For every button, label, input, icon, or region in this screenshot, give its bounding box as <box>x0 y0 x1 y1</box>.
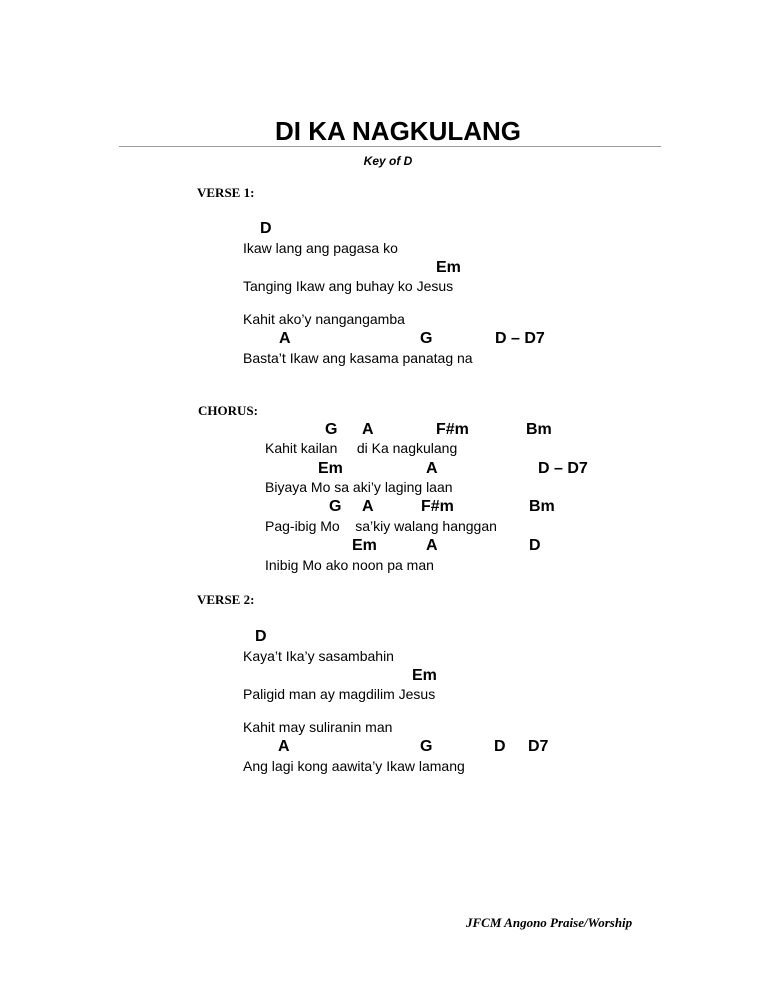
song-title: DI KA NAGKULANG <box>274 116 522 146</box>
chord: G <box>325 421 338 438</box>
chord: Em <box>436 259 461 276</box>
chord: G <box>329 498 342 515</box>
chord: Em <box>412 667 437 684</box>
chord: Em <box>352 537 377 554</box>
lyric-line: Paligid man ay magdilim Jesus <box>243 686 436 702</box>
lyric-line: Kaya’t Ika’y sasambahin <box>243 648 394 664</box>
lyric-line: Basta’t Ikaw ang kasama panatag na <box>243 350 473 366</box>
chord: A <box>426 537 438 554</box>
chord: D – D7 <box>538 460 588 477</box>
chord: F#m <box>421 498 454 515</box>
title-divider <box>119 146 661 147</box>
chord: D <box>494 738 506 755</box>
chord: A <box>362 421 374 438</box>
chord: F#m <box>436 421 469 438</box>
chord: D <box>255 628 267 645</box>
chord: A <box>279 330 291 347</box>
chord: A <box>278 738 290 755</box>
lyric-line: Pag-ibig Mo sa’kiy walang hanggan <box>265 518 497 534</box>
song-key: Key of D <box>363 154 413 168</box>
lyric-line: Kahit may suliranin man <box>243 719 393 735</box>
lyric-line: Kahit kailan di Ka nagkulang <box>265 440 458 456</box>
lyric-line: Kahit ako’y nangangamba <box>243 311 405 327</box>
chord: G <box>420 330 433 347</box>
chorus-label: CHORUS: <box>198 403 258 418</box>
chord: Em <box>318 460 343 477</box>
chord: D – D7 <box>495 330 545 347</box>
verse-2-label: VERSE 2: <box>197 592 255 607</box>
chord: G <box>420 738 433 755</box>
lyric-line: Tanging Ikaw ang buhay ko Jesus <box>243 278 454 294</box>
chord: Bm <box>529 498 555 515</box>
lyric-line: Inibig Mo ako noon pa man <box>265 557 434 573</box>
lyric-line: Biyaya Mo sa aki’y laging laan <box>265 479 453 495</box>
verse-1-label: VERSE 1: <box>197 185 255 200</box>
chord: D7 <box>528 738 549 755</box>
footer-credit: JFCM Angono Praise/Worship <box>466 915 633 930</box>
chord: D <box>260 220 272 237</box>
chord: A <box>426 460 438 477</box>
lyric-line: Ang lagi kong aawita’y Ikaw lamang <box>243 758 465 774</box>
chord: A <box>362 498 374 515</box>
chord: Bm <box>526 421 552 438</box>
lyric-line: Ikaw lang ang pagasa ko <box>243 240 398 256</box>
chord: D <box>529 537 541 554</box>
